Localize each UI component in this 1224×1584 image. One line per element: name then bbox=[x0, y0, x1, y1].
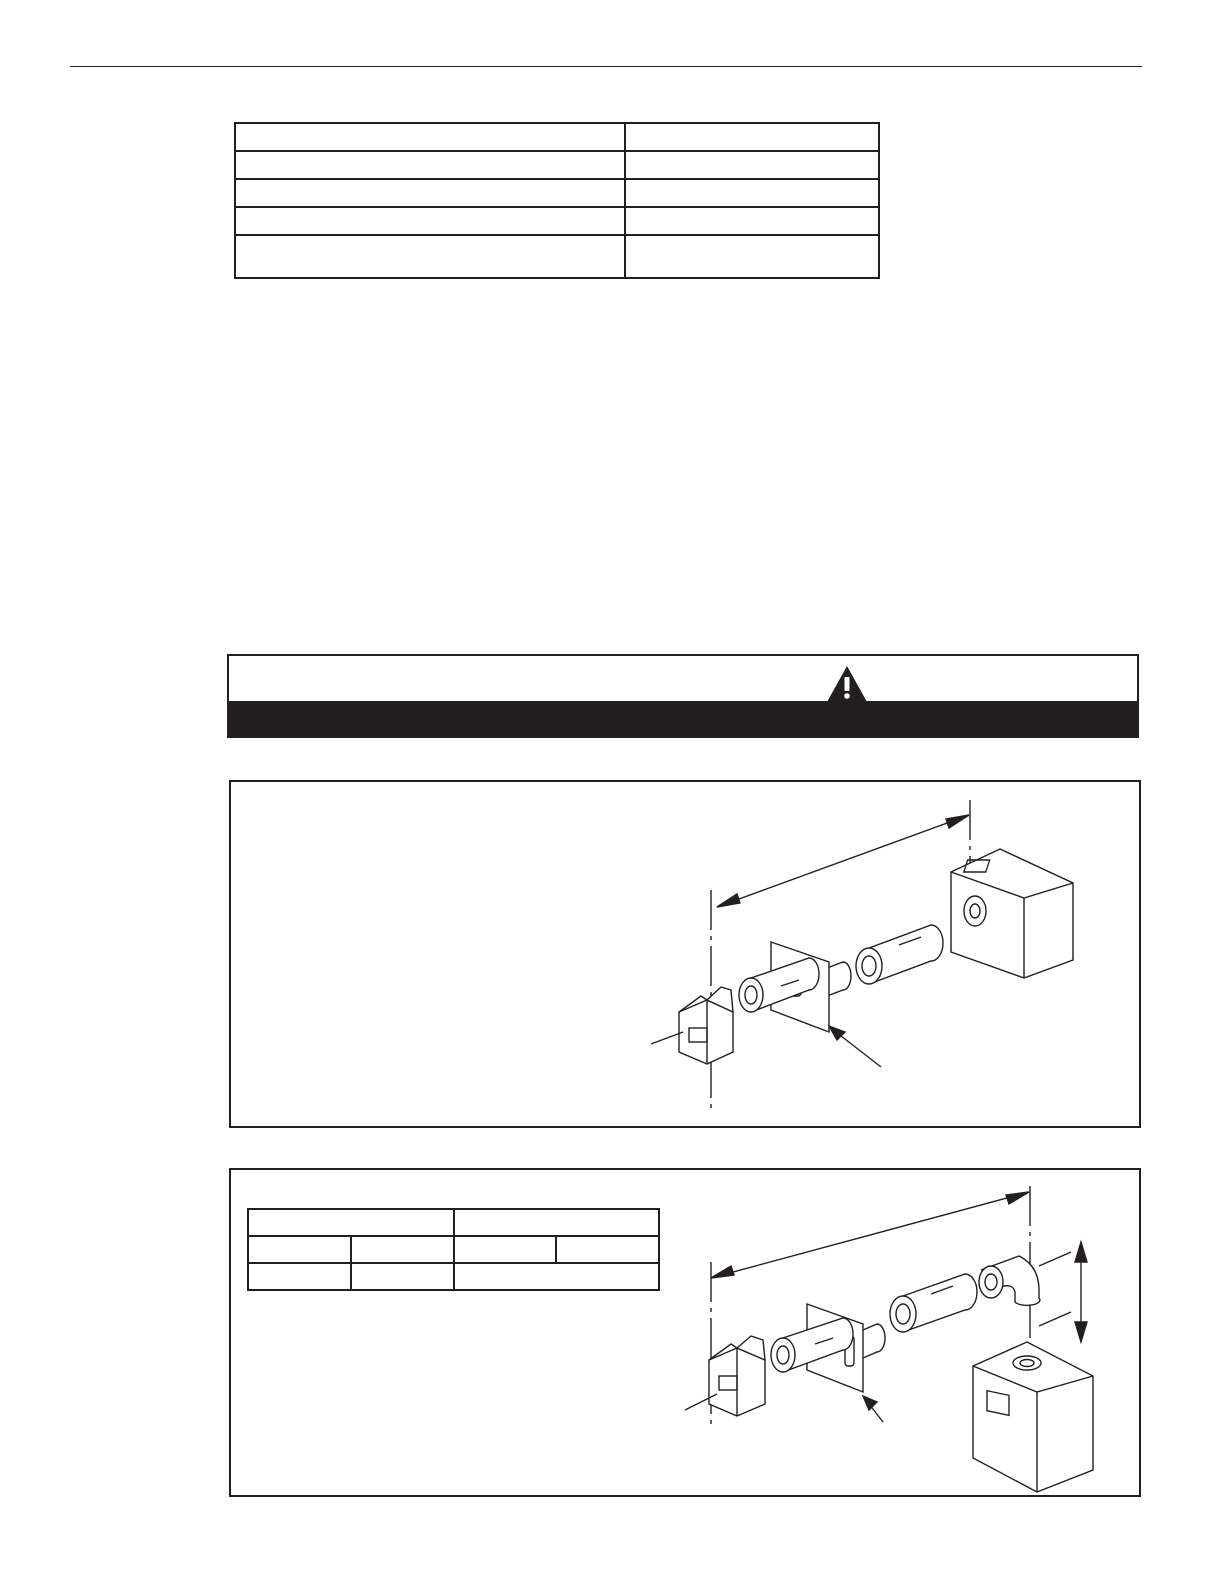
leader-arrow-thimble bbox=[863, 1396, 877, 1410]
table-cell bbox=[625, 151, 879, 179]
termination-cap bbox=[709, 1336, 765, 1416]
table-cell bbox=[235, 123, 625, 151]
appliance-box bbox=[973, 1342, 1093, 1492]
dimension-line bbox=[717, 815, 969, 907]
leader-line-cap bbox=[651, 1032, 683, 1044]
dimension-line bbox=[711, 1192, 1029, 1278]
vent-diagram-elbow bbox=[231, 1170, 1143, 1499]
vertical-arrow-bottom bbox=[1075, 1322, 1087, 1342]
appliance-box bbox=[951, 849, 1073, 978]
dimension-arrow-left bbox=[711, 1266, 734, 1278]
spec-table bbox=[234, 122, 880, 279]
vertical-arrow-top bbox=[1075, 1242, 1087, 1262]
vent-pipe-section bbox=[890, 1274, 977, 1332]
table-cell bbox=[625, 179, 879, 207]
table-cell bbox=[235, 179, 625, 207]
warning-triangle-icon bbox=[825, 664, 869, 704]
figure-horizontal-vent bbox=[229, 780, 1141, 1128]
elbow-90-degree bbox=[979, 1256, 1040, 1305]
table-row bbox=[235, 179, 879, 207]
leader-line-thimble bbox=[836, 1032, 881, 1067]
table-cell bbox=[235, 151, 625, 179]
table-row bbox=[235, 123, 879, 151]
table-row bbox=[235, 151, 879, 179]
vent-pipe-section bbox=[856, 925, 943, 984]
warning-box bbox=[227, 654, 1139, 738]
warning-heading-bar bbox=[229, 701, 1137, 736]
dimension-arrow-right bbox=[1006, 1192, 1029, 1204]
table-cell bbox=[625, 207, 879, 235]
table-cell bbox=[235, 235, 625, 278]
table-row bbox=[235, 207, 879, 235]
table-row bbox=[235, 235, 879, 278]
dimension-arrow-left bbox=[717, 894, 740, 907]
table-cell bbox=[625, 235, 879, 278]
dimension-arrow-right bbox=[946, 815, 969, 828]
figure-elbow-vent bbox=[229, 1168, 1141, 1497]
vent-diagram-horizontal bbox=[231, 782, 1143, 1130]
header-rule bbox=[70, 66, 1142, 67]
connector-pipe bbox=[827, 962, 851, 996]
connector-pipe bbox=[863, 1324, 885, 1358]
table-cell bbox=[235, 207, 625, 235]
termination-cap bbox=[679, 987, 733, 1064]
table-cell bbox=[625, 123, 879, 151]
